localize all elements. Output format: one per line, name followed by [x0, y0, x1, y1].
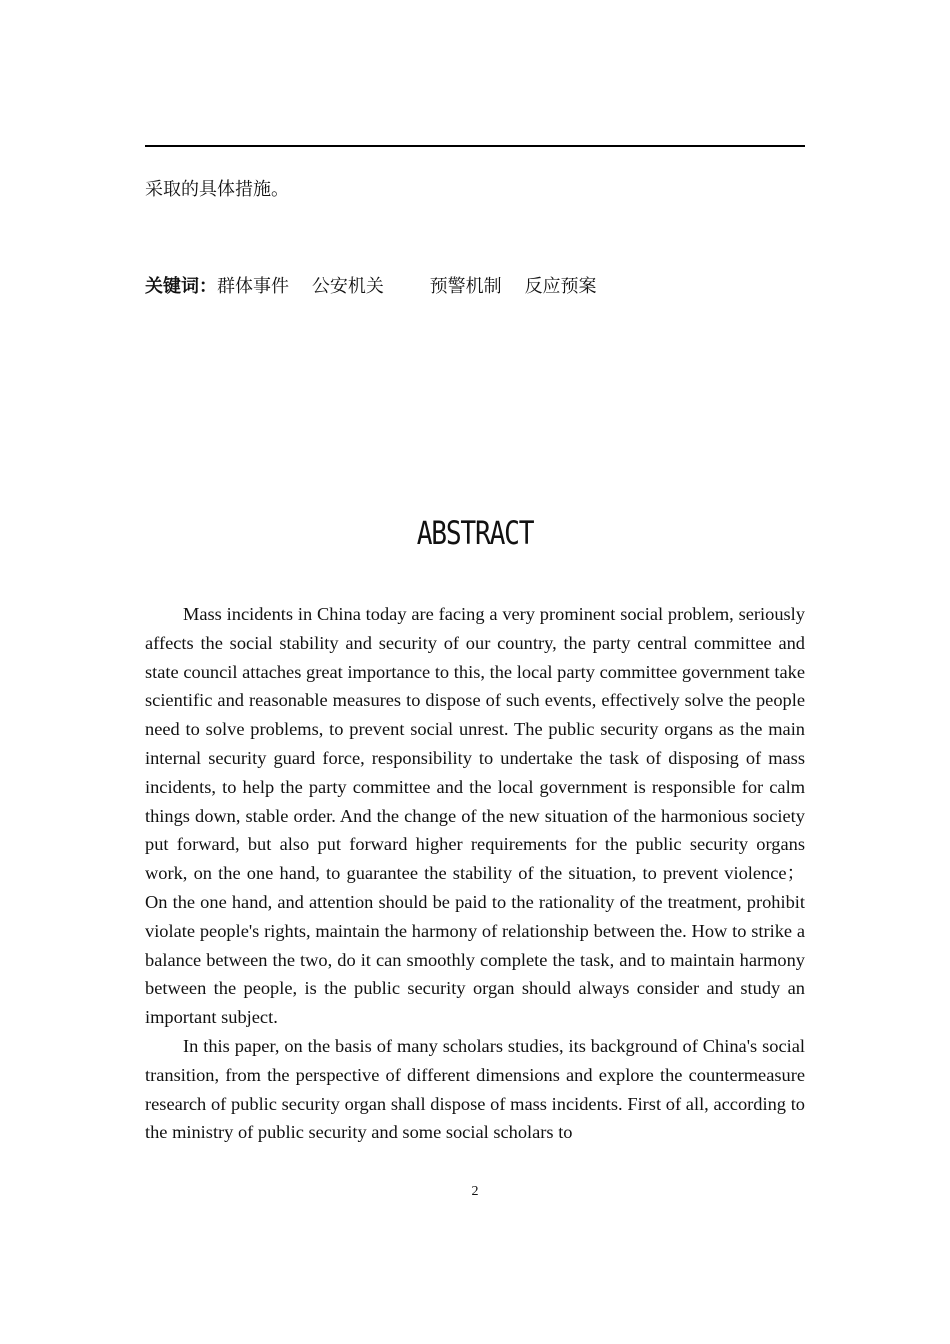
abstract-title: ABSTRACT — [416, 514, 534, 552]
keyword-item: 群体事件 — [217, 276, 289, 297]
abstract-paragraph: In this paper, on the basis of many scholars studies, its background of China's social transition, from the perspective of different dimensions and explore the countermeasure research of public security organ shall dispose of mass incidents. First of all, according to the ministry of public security and some social scholars to — [145, 1035, 805, 1143]
keyword-item: 反应预案 — [524, 276, 597, 297]
abstract-body — [145, 600, 805, 1147]
abstract-paragraph: Mass incidents in China today are facing a very prominent social problem, seriously affects the social stability and security of our country, the party central committee and state council attaches great importance to this, the local party committee government take scientific and reasonable measures to dispose of such events, effectively solve the people need to solve problems, to prevent social unrest. The public security organs as the main internal security guard force, responsibility to undertake the task of disposing of mass incidents, to help the party committee and the local government is responsible for calm things down, stable order. And the change of the new situation of the harmonious society put forward, but also put forward higher requirements for the public security organs work, on the one hand, to guarantee the stability of the situation, to prevent violence； On the one hand, and attention should be paid to the rationality of the treatment, prohibit violate people's rights, maintain the harmony of relationship between the. How to strike a balance between the two, do it can smoothly complete the task, and to maintain harmony between the people, is the public security organ should always consider and study an important subject. — [145, 604, 805, 1028]
header-rule — [145, 145, 805, 147]
continuation-text: 采取的具体措施。 — [145, 179, 289, 200]
keyword-item: 公安机关 — [311, 276, 384, 297]
keywords-label: 关键词： — [145, 276, 217, 297]
keywords-line — [145, 274, 597, 300]
keyword-item: 预警机制 — [429, 276, 502, 297]
page-number: 2 — [471, 1184, 479, 1199]
